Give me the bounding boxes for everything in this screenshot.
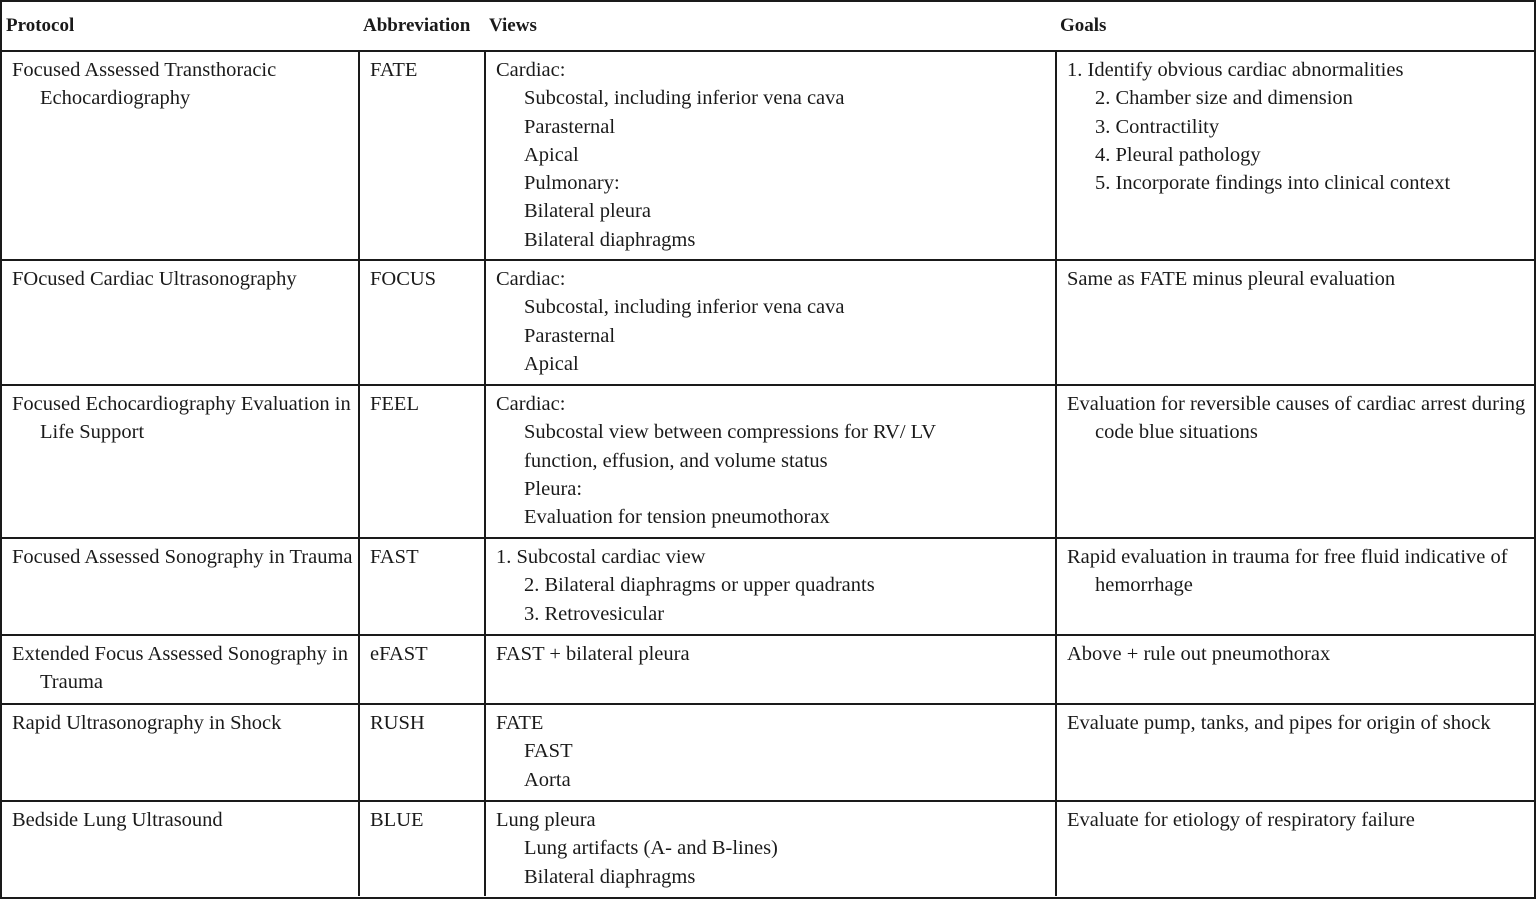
goals-cell [1056, 704, 1534, 801]
protocol-name: Rapid Ultrasonography in Shock [12, 712, 282, 734]
protocol-cell [2, 385, 359, 538]
view-line: Cardiac: [496, 393, 566, 415]
goals-cell [1056, 538, 1534, 635]
views-cell [485, 635, 1056, 704]
view-line: Subcostal view between compressions for RV/ LV [524, 421, 937, 444]
table-row [2, 385, 1534, 538]
view-line: Bilateral diaphragms [524, 228, 696, 251]
goal-line: Evaluate for etiology of respiratory failure [1067, 809, 1415, 831]
view-line: function, effusion, and volume status [524, 449, 828, 472]
table-row [2, 801, 1534, 896]
goal-line: 1. Identify obvious cardiac abnormalities [1067, 59, 1404, 81]
protocol-cell [2, 801, 359, 896]
protocol-name: Bedside Lung Ultrasound [12, 809, 223, 831]
view-line: Aorta [524, 768, 571, 791]
protocol-name: Extended Focus Assessed Sonography in Trauma [12, 643, 348, 694]
goals-cell [1056, 51, 1534, 260]
view-line: 2. Bilateral diaphragms or upper quadrants [524, 574, 875, 597]
goal-line: 5. Incorporate findings into clinical context [1095, 172, 1451, 195]
view-line: Pulmonary: [524, 172, 620, 195]
view-line: Cardiac: [496, 268, 566, 290]
table-row [2, 260, 1534, 385]
protocol-name: Focused Assessed Transthoracic Echocardiography [12, 59, 277, 110]
goal-line: Evaluation for reversible causes of cardiac arrest during code blue situations [1067, 393, 1526, 444]
ultrasound-protocols-table [2, 2, 1534, 896]
goal-line: 3. Contractility [1095, 115, 1220, 138]
abbreviation-cell: FOCUS [359, 260, 485, 385]
view-line: FATE [496, 712, 544, 734]
goals-cell [1056, 385, 1534, 538]
view-line: 3. Retrovesicular [524, 602, 665, 625]
abbreviation-cell: eFAST [359, 635, 485, 704]
protocol-cell [2, 51, 359, 260]
view-line: Pleura: [524, 477, 583, 500]
view-line: Lung artifacts (A- and B-lines) [524, 837, 778, 860]
table-row [2, 635, 1534, 704]
view-line: FAST + bilateral pleura [496, 643, 690, 665]
header-views: Views [485, 2, 1056, 51]
views-cell [485, 385, 1056, 538]
views-cell [485, 51, 1056, 260]
views-cell [485, 538, 1056, 635]
goal-line: 4. Pleural pathology [1095, 143, 1261, 166]
goal-line: Rapid evaluation in trauma for free fluid indicative of hemorrhage [1067, 546, 1508, 597]
view-line: Apical [524, 143, 579, 166]
table-row [2, 538, 1534, 635]
views-cell [485, 260, 1056, 385]
view-line: Parasternal [524, 324, 616, 347]
view-line: Parasternal [524, 115, 616, 138]
abbreviation-cell: RUSH [359, 704, 485, 801]
view-line: Subcostal, including inferior vena cava [524, 87, 845, 110]
abbreviation-cell: FEEL [359, 385, 485, 538]
abbreviation-cell: FATE [359, 51, 485, 260]
protocol-cell [2, 260, 359, 385]
view-line: Bilateral pleura [524, 200, 651, 223]
views-cell [485, 704, 1056, 801]
protocol-cell [2, 704, 359, 801]
view-line: Cardiac: [496, 59, 566, 81]
goal-line: Same as FATE minus pleural evaluation [1067, 268, 1396, 290]
header-row [2, 2, 1534, 51]
view-line: 1. Subcostal cardiac view [496, 546, 706, 568]
view-line: Lung pleura [496, 809, 596, 831]
protocol-name: Focused Assessed Sonography in Trauma [12, 546, 353, 568]
header-goals: Goals [1056, 2, 1534, 51]
header-protocol: Protocol [2, 2, 359, 51]
protocol-cell [2, 538, 359, 635]
goals-cell [1056, 635, 1534, 704]
view-line: Bilateral diaphragms [524, 865, 696, 888]
view-line: FAST [524, 740, 573, 763]
abbreviation-cell: FAST [359, 538, 485, 635]
view-line: Apical [524, 352, 579, 375]
table-row [2, 704, 1534, 801]
goal-line: Evaluate pump, tanks, and pipes for origin of shock [1067, 712, 1491, 734]
abbreviation-cell: BLUE [359, 801, 485, 896]
protocol-name: Focused Echocardiography Evaluation in Life Support [12, 393, 351, 444]
table-row [2, 51, 1534, 260]
view-line: Subcostal, including inferior vena cava [524, 296, 845, 319]
views-cell [485, 801, 1056, 896]
goal-line: Above + rule out pneumothorax [1067, 643, 1331, 665]
protocol-name: FOcused Cardiac Ultrasonography [12, 268, 297, 290]
view-line: Evaluation for tension pneumothorax [524, 506, 830, 529]
protocol-cell [2, 635, 359, 704]
goals-cell [1056, 260, 1534, 385]
goal-line: 2. Chamber size and dimension [1095, 87, 1353, 110]
header-abbreviation: Abbreviation [359, 2, 485, 51]
goals-cell [1056, 801, 1534, 896]
